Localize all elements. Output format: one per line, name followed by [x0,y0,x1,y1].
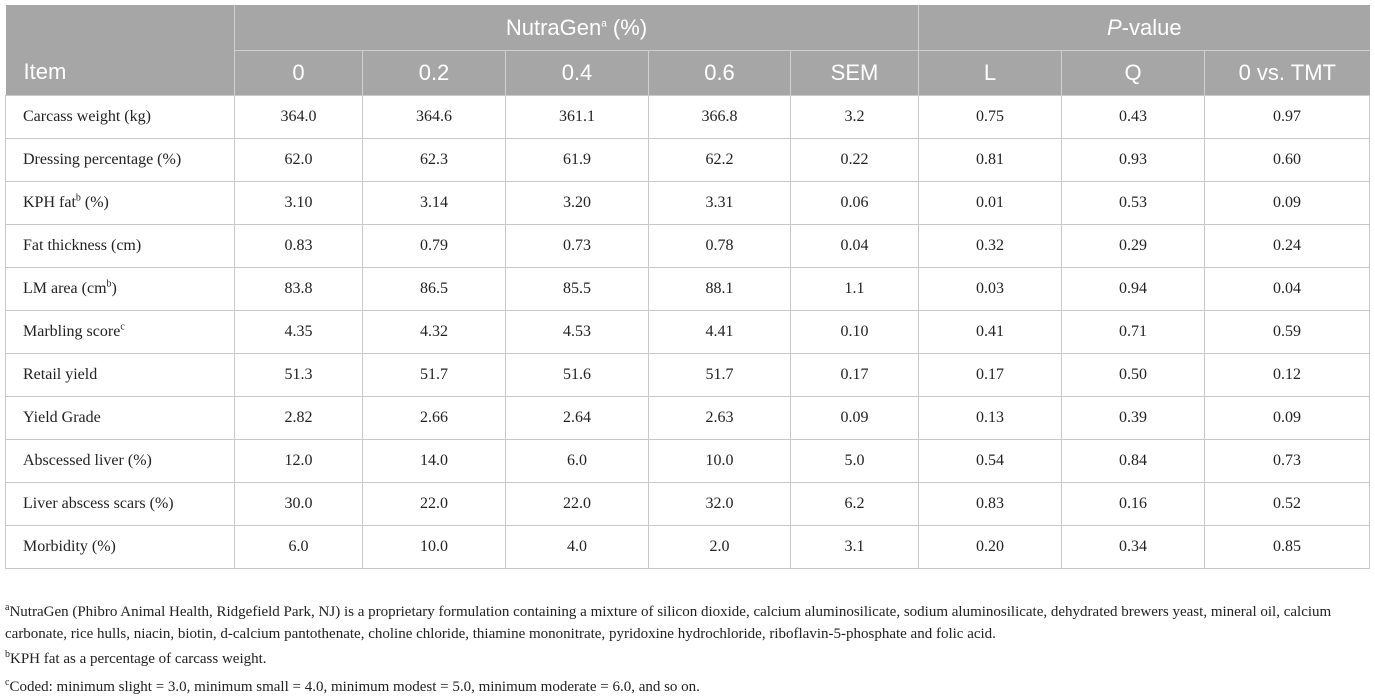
cell-value: 0.04 [1205,268,1370,311]
cell-value: 51.7 [649,354,791,397]
cell-value: 6.0 [235,526,363,569]
cell-value: 10.0 [363,526,506,569]
results-table-container [5,5,1369,569]
row-label: Abscessed liver (%) [6,440,235,483]
header-item: Item [6,5,235,96]
cell-value: 0.03 [919,268,1062,311]
row-label: Carcass weight (kg) [6,96,235,139]
cell-value: 88.1 [649,268,791,311]
cell-value: 0.29 [1062,225,1205,268]
cell-value: 62.3 [363,139,506,182]
cell-value: 4.53 [506,311,649,354]
cell-value: 51.3 [235,354,363,397]
header-col-l: L [919,51,1062,96]
row-label: Morbidity (%) [6,526,235,569]
table-row [6,526,1370,569]
row-label: Marbling score$^c$ [6,311,235,354]
cell-value: 3.14 [363,182,506,225]
cell-value: 0.39 [1062,397,1205,440]
cell-value: 22.0 [506,483,649,526]
cell-value: 366.8 [649,96,791,139]
cell-value: 6.0 [506,440,649,483]
table-row [6,96,1370,139]
cell-value: 10.0 [649,440,791,483]
table-row [6,440,1370,483]
cell-value: 0.50 [1062,354,1205,397]
cell-value: 3.2 [791,96,919,139]
cell-value: 6.2 [791,483,919,526]
cell-value: 4.0 [506,526,649,569]
cell-value: 0.75 [919,96,1062,139]
cell-value: 0.81 [919,139,1062,182]
cell-value: 22.0 [363,483,506,526]
table-body [6,96,1370,569]
cell-value: 0.22 [791,139,919,182]
cell-value: 0.43 [1062,96,1205,139]
cell-value: 0.54 [919,440,1062,483]
cell-value: 4.41 [649,311,791,354]
cell-value: 0.59 [1205,311,1370,354]
row-label: LM area $(cm^b)$ [6,268,235,311]
cell-value: 0.09 [1205,397,1370,440]
cell-value: 86.5 [363,268,506,311]
cell-value: 0.60 [1205,139,1370,182]
cell-value: 0.73 [1205,440,1370,483]
cell-value: 0.53 [1062,182,1205,225]
cell-value: 62.2 [649,139,791,182]
cell-value: 0.84 [1062,440,1205,483]
table-row [6,483,1370,526]
cell-value: 361.1 [506,96,649,139]
cell-value: 1.1 [791,268,919,311]
cell-value: 0.04 [791,225,919,268]
header-col-0-2: 0.2 [363,51,506,96]
cell-value: 0.12 [1205,354,1370,397]
cell-value: 0.93 [1062,139,1205,182]
cell-value: 30.0 [235,483,363,526]
cell-value: 0.01 [919,182,1062,225]
cell-value: 32.0 [649,483,791,526]
row-label: Dressing percentage (%) [6,139,235,182]
footnote-b: $^b$KPH fat as a percentage of carcass weight. [5,649,267,667]
table-row [6,354,1370,397]
footnote-a: $^a$NutraGen (Phibro Animal Health, Ridgefield Park, NJ) is a proprietary formulation containing a mixture of silicon dioxide, calcium aluminosilicate, sodium aluminosilicate, dehydrated brewers yeast, mineral oil, calcium carbonate, rice hulls, niacin, biotin, d-calcium pantothenate, choline chloride, thiamine mononitrate, pyridoxine hydrochloride, riboflavin-5-phosphate and folic acid. [5,602,1332,642]
cell-value: 85.5 [506,268,649,311]
header-col-sem: SEM [791,51,919,96]
cell-value: 364.0 [235,96,363,139]
header-col-q: Q [1062,51,1205,96]
table-row [6,397,1370,440]
table-row [6,311,1370,354]
row-label: Yield Grade [6,397,235,440]
footnote-c: $^c$Coded: minimum slight = 3.0, minimum small = 4.0, minimum modest = 5.0, minimum moderate = 6.0, and so on. [5,677,700,695]
cell-value: 0.83 [919,483,1062,526]
row-label: KPH fat$^b$ (%) [6,182,235,225]
cell-value: 3.1 [791,526,919,569]
row-label: Fat thickness (cm) [6,225,235,268]
cell-value: 0.78 [649,225,791,268]
header-col-0-4: 0.4 [506,51,649,96]
carcass-results-table [5,5,1370,569]
row-label: Liver abscess scars (%) [6,483,235,526]
cell-value: 0.85 [1205,526,1370,569]
header-col-0-6: 0.6 [649,51,791,96]
cell-value: 51.7 [363,354,506,397]
cell-value: 0.71 [1062,311,1205,354]
cell-value: 0.94 [1062,268,1205,311]
cell-value: 3.20 [506,182,649,225]
cell-value: 0.34 [1062,526,1205,569]
cell-value: 0.73 [506,225,649,268]
table-row [6,139,1370,182]
cell-value: 0.97 [1205,96,1370,139]
table-row [6,225,1370,268]
cell-value: 62.0 [235,139,363,182]
table-row [6,182,1370,225]
cell-value: 0.41 [919,311,1062,354]
cell-value: 2.64 [506,397,649,440]
cell-value: 0.83 [235,225,363,268]
cell-value: 14.0 [363,440,506,483]
cell-value: 0.10 [791,311,919,354]
cell-value: 0.52 [1205,483,1370,526]
cell-value: 0.32 [919,225,1062,268]
header-row-groups [6,5,1370,51]
cell-value: 2.82 [235,397,363,440]
cell-value: 83.8 [235,268,363,311]
cell-value: 0.09 [1205,182,1370,225]
cell-value: 0.20 [919,526,1062,569]
cell-value: 3.31 [649,182,791,225]
row-label: Retail yield [6,354,235,397]
header-group-nutragen: NutraGen$^a$ (%) [235,5,919,51]
cell-value: 0.17 [919,354,1062,397]
header-col-0: 0 [235,51,363,96]
cell-value: 61.9 [506,139,649,182]
cell-value: 0.79 [363,225,506,268]
cell-value: 0.17 [791,354,919,397]
cell-value: 2.66 [363,397,506,440]
cell-value: 364.6 [363,96,506,139]
cell-value: 4.32 [363,311,506,354]
cell-value: 0.06 [791,182,919,225]
header-group-pvalue: P-value [919,5,1370,51]
table-row [6,268,1370,311]
footnotes [5,601,1370,698]
cell-value: 0.24 [1205,225,1370,268]
cell-value: 5.0 [791,440,919,483]
cell-value: 51.6 [506,354,649,397]
cell-value: 0.13 [919,397,1062,440]
cell-value: 0.16 [1062,483,1205,526]
header-col-0-vs-tmt: 0 vs. TMT [1205,51,1370,96]
cell-value: 4.35 [235,311,363,354]
cell-value: 2.0 [649,526,791,569]
cell-value: 3.10 [235,182,363,225]
cell-value: 12.0 [235,440,363,483]
cell-value: 2.63 [649,397,791,440]
cell-value: 0.09 [791,397,919,440]
